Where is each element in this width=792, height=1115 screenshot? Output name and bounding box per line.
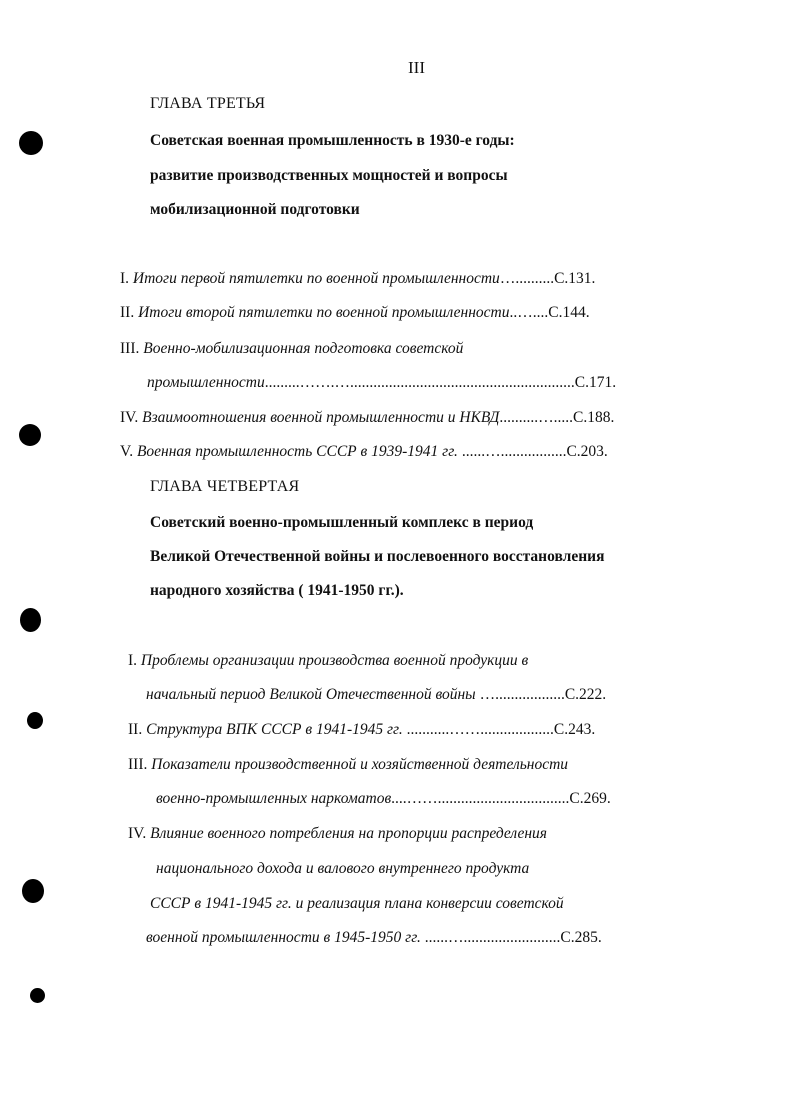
punch-hole [22,879,44,903]
toc-leader-dots: ….......... [499,270,555,287]
toc-entry-number: III. [128,756,148,773]
toc-page-ref: С.222. [564,686,607,703]
toc-leader-dots: ....…….................................. [391,790,570,807]
toc-entry-continuation[interactable] [156,790,611,808]
chapter-title-line: Советский военно-промышленный комплекс в период [150,514,534,531]
toc-entry[interactable] [120,409,614,427]
toc-entry-title: Взаимоотношения военной промышленности и НКВД [142,409,500,426]
toc-entry-title: Итоги второй пятилетки по военной промышленности [138,304,510,321]
toc-entry[interactable] [120,443,608,461]
toc-leader-dots: .........…….….......................................................... [264,374,575,391]
toc-entry-number: V. [120,443,134,460]
toc-leader-dots: ..........…..... [499,409,573,426]
toc-entry-number: IV. [120,409,139,426]
toc-entry-title: Итоги первой пятилетки по военной промышленности [132,270,500,287]
toc-entry-number: II. [128,721,143,738]
toc-entry[interactable] [128,721,595,739]
toc-entry[interactable] [128,756,568,774]
toc-entry-title: СССР в 1941-1945 гг. и реализация плана конверсии советской [150,895,564,912]
toc-entry-title: Структура ВПК СССР в 1941-1945 гг. [146,721,403,738]
toc-leader-dots: ….................. [475,686,565,703]
punch-hole [20,608,41,632]
toc-entry-number: III. [120,340,140,357]
chapter-title-line: Великой Отечественной войны и послевоенного восстановления [150,548,605,565]
toc-entry[interactable] [120,340,463,358]
toc-entry-title: Показатели производственной и хозяйственной деятельности [151,756,569,773]
toc-leader-dots: ......…................. [457,443,567,460]
toc-entry-continuation [150,895,564,913]
toc-entry-number: II. [120,304,135,321]
toc-entry-continuation[interactable] [147,374,616,392]
toc-page-ref: С.285. [560,929,602,946]
toc-entry-title: Проблемы организации производства военной продукции в [140,652,529,669]
chapter-title-line: народного хозяйства ( 1941-1950 гг.). [150,582,404,599]
punch-hole [27,712,43,729]
toc-entry-continuation [156,860,529,878]
chapter-heading: ГЛАВА ЧЕТВЕРТАЯ [150,478,300,495]
toc-entry-title: национального дохода и валового внутреннего продукта [156,860,530,877]
toc-page-ref: С.188. [573,409,615,426]
toc-entry-title: военной промышленности в 1945-1950 гг. [146,929,421,946]
toc-entry[interactable] [120,304,590,322]
toc-page-ref: С.171. [574,374,617,391]
toc-page-ref: С.203. [566,443,608,460]
chapter-title-line: Советская военная промышленность в 1930-е годы: [150,132,515,149]
toc-entry-number: IV. [128,825,147,842]
toc-page-ref: С.144. [548,304,590,321]
toc-leader-dots: ...........……................... [402,721,554,738]
toc-entry-title: военно-промышленных наркоматов [156,790,392,807]
toc-entry-continuation[interactable] [146,686,606,704]
toc-entry[interactable] [128,825,547,843]
toc-entry-number: I. [120,270,130,287]
toc-entry[interactable] [120,270,595,288]
toc-entry-title: начальный период Великой Отечественной войны [146,686,476,703]
chapter-heading: ГЛАВА ТРЕТЬЯ [150,95,266,112]
chapter-title-line: мобилизационной подготовки [150,201,360,218]
toc-page-ref: С.269. [569,790,611,807]
toc-entry-title: Влияние военного потребления на пропорции распределения [150,825,548,842]
punch-hole [19,424,41,446]
toc-page-ref: С.131. [554,270,596,287]
punch-hole [30,988,45,1003]
toc-entry-number: I. [128,652,138,669]
toc-entry-title: Военная промышленность СССР в 1939-1941 гг. [136,443,458,460]
page-number: III [408,58,425,77]
toc-leader-dots: ..….... [509,304,549,321]
toc-leader-dots: ......…......................... [420,929,561,946]
punch-hole [19,131,43,155]
chapter-title-line: развитие производственных мощностей и вопросы [150,167,508,184]
toc-entry-title: промышленности [147,374,265,391]
toc-entry[interactable] [128,652,528,670]
toc-entry-title: Военно-мобилизационная подготовка советской [143,340,464,357]
toc-entry-continuation[interactable] [146,929,602,947]
toc-page-ref: С.243. [553,721,596,738]
